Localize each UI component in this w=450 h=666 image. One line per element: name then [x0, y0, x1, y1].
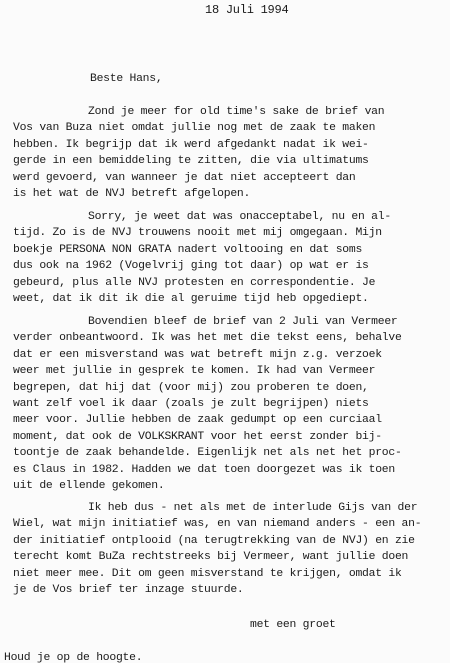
paragraph-line: want zelf voel ik daar (zoals je zult begrijpen) niets	[13, 397, 369, 410]
paragraph-line: terecht komt BuZa rechtstreeks bij Vermeer, want jullie doen	[13, 551, 409, 564]
paragraph-line: tijd. Zo is de NVJ trouwens nooit met mij omgegaan. Mijn	[13, 227, 382, 240]
salutation: Beste Hans,	[90, 73, 163, 85]
paragraph-line: niet meer mee. Dit om geen misverstand te krijgen, omdat ik	[13, 567, 402, 580]
paragraph-line: dus ook na 1962 (Vogelvrij ging tot daar) op wat er is	[13, 260, 369, 273]
sign-off: Houd je op de hoogte.	[4, 652, 143, 664]
paragraph-line: Ik heb dus - net als met de interlude Gijs van der	[88, 502, 418, 514]
paragraph-line: der initiatief ontplooid (na terugtrekking van de NVJ) en zie	[13, 534, 415, 547]
paragraph-line: Wiel, wat mijn initiatief was, en van niemand anders - een an-	[13, 518, 422, 531]
paragraph-line: Bovendien bleef de brief van 2 Juli van Vermeer	[88, 316, 398, 328]
paragraph-line: je de Vos brief ter inzage stuurde.	[13, 583, 244, 596]
letter-date: 18 Juli 1994	[205, 3, 289, 17]
paragraph-1	[13, 104, 444, 202]
paragraph-line: hebben. Ik begrijp dat ik werd afgedankt nadat ik wei-	[13, 138, 369, 151]
paragraph-line: gebeurd, plus alle NVJ protesten en correspondentie. Je	[13, 276, 376, 289]
paragraph-line: Vos van Buza niet omdat jullie nog met de zaak te maken	[13, 122, 376, 135]
paragraph-line: moment, dat ook de VOLKSKRANT voor het eerst zonder bij-	[13, 430, 382, 443]
paragraph-line: Zond je meer for old time's sake de brief van	[88, 106, 385, 118]
paragraph-line: es Claus in 1982. Hadden we dat toen doorgezet was ik toen	[13, 463, 395, 476]
paragraph-line: is het wat de NVJ betreft afgelopen.	[13, 187, 251, 200]
paragraph-line: weet, dat ik dit ik die al geruime tijd heb opgediept.	[13, 292, 369, 305]
paragraph-line: dat er een misverstand was wat betreft mijn z.g. verzoek	[13, 348, 382, 361]
paragraph-line: werd gevoerd, van wanneer je dat niet accepteert dan	[13, 171, 356, 184]
paragraph-4	[13, 500, 444, 598]
paragraph-line: uit de ellende gekomen.	[13, 479, 165, 492]
paragraph-line: meer voor. Jullie hebben de zaak gedumpt op een curciaal	[13, 414, 382, 427]
paragraph-line: Sorry, je weet dat was onacceptabel, nu en al-	[88, 211, 391, 223]
paragraph-line: boekje PERSONA NON GRATA nadert voltooing en dat soms	[13, 243, 363, 256]
paragraph-line: weer met jullie in gesprek te komen. Ik had van Vermeer	[13, 365, 376, 378]
paragraph-3	[13, 314, 444, 494]
paragraph-line: toontje de zaak behandelde. Eigenlijk net als net het proc-	[13, 447, 402, 460]
paragraph-line: begrepen, dat hij dat (voor mij) zou proberen te doen,	[13, 381, 369, 394]
paragraph-2	[13, 209, 444, 307]
closing: met een groet	[250, 619, 336, 631]
paragraph-line: gerde in een bemiddeling te zitten, die via ultimatums	[13, 155, 369, 168]
paragraph-line: verder onbeantwoord. Ik was het met die tekst eens, behalve	[13, 332, 402, 345]
